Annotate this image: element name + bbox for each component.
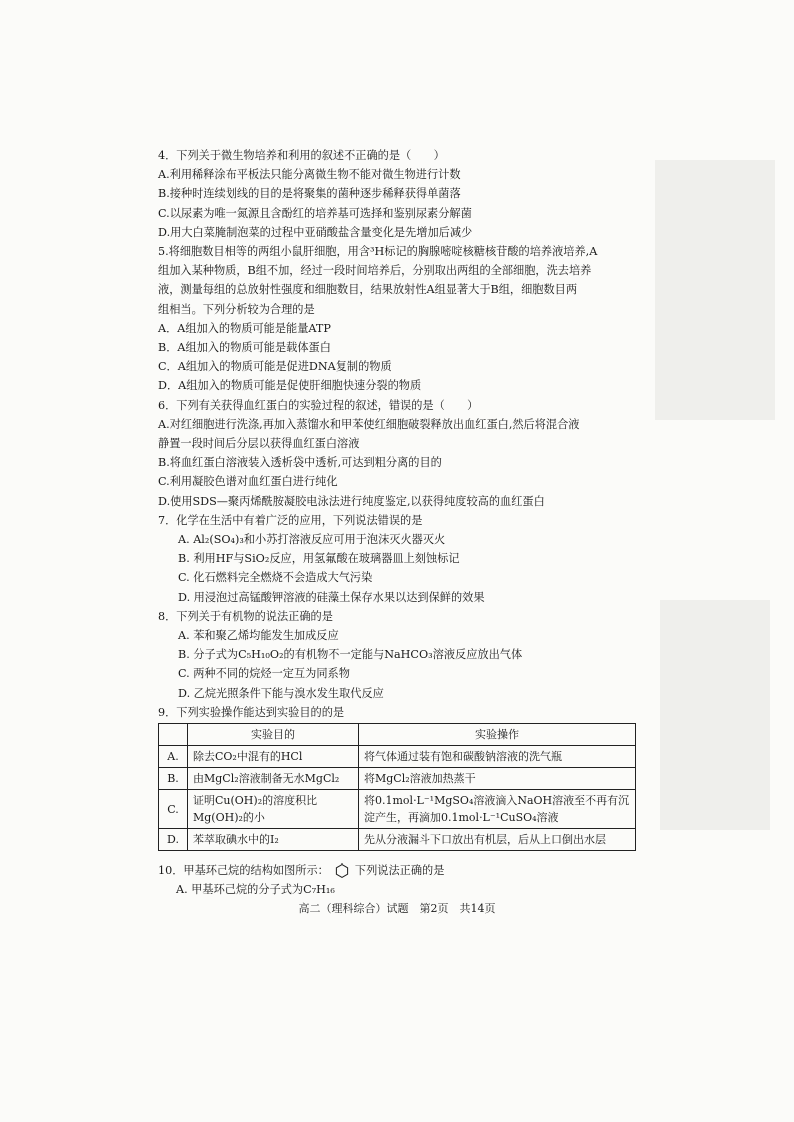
question-9	[158, 703, 638, 851]
option-b: B. 利用HF与SiO₂反应，用氢氟酸在玻璃器皿上刻蚀标记	[178, 552, 460, 566]
row-purpose: 除去CO₂中混有的HCl	[188, 746, 359, 768]
table-row	[159, 829, 636, 851]
option-a: A.对红细胞进行洗涤,再加入蒸馏水和甲苯使红细胞破裂释放出血红蛋白,然后将混合液	[158, 417, 580, 431]
option-a: A.利用稀释涂布平板法只能分离微生物不能对微生物进行计数	[158, 168, 461, 182]
table-header-purpose: 实验目的	[188, 724, 359, 746]
experiment-table	[158, 723, 636, 851]
option-c: C.以尿素为唯一氮源且含酚红的培养基可选择和鉴别尿素分解菌	[158, 206, 472, 220]
row-operation: 将0.1mol·L⁻¹MgSO₄溶液滴入NaOH溶液至不再有沉淀产生，再滴加0.1mol·L⁻¹CuSO₄溶液	[359, 790, 636, 829]
option-a: A．A组加入的物质可能是能量ATP	[158, 321, 331, 335]
row-label: A.	[159, 746, 188, 768]
question-10	[158, 861, 638, 899]
option-c: C. 化石燃料完全燃烧不会造成大气污染	[178, 571, 373, 585]
table-header-blank	[159, 724, 188, 746]
option-d: D．A组加入的物质可能是促使肝细胞快速分裂的物质	[158, 379, 422, 393]
option-b: B．A组加入的物质可能是载体蛋白	[158, 341, 331, 355]
row-purpose: 苯萃取碘水中的I₂	[188, 829, 359, 851]
table-row	[159, 790, 636, 829]
option-c: C. 两种不同的烷烃一定互为同系物	[178, 667, 350, 681]
question-5-stem: 组相当。下列分析较为合理的是	[158, 302, 315, 316]
question-7	[158, 511, 638, 607]
row-label: D.	[159, 829, 188, 851]
question-6-stem: 6．下列有关获得血红蛋白的实验过程的叙述，错误的是（ ）	[158, 398, 479, 412]
question-10-stem-text: 10．甲基环己烷的结构如图所示：	[158, 864, 329, 878]
row-purpose: 由MgCl₂溶液制备无水MgCl₂	[188, 768, 359, 790]
row-operation: 将MgCl₂溶液加热蒸干	[359, 768, 636, 790]
option-b: B.接种时连续划线的目的是将聚集的菌种逐步稀释获得单菌落	[158, 187, 461, 201]
question-5-stem: 组加入某种物质，B组不加，经过一段时间培养后，分别取出两组的全部细胞，洗去培养	[158, 264, 592, 278]
option-b: B.将血红蛋白溶液装入透析袋中透析,可达到粗分离的目的	[158, 456, 442, 470]
question-7-stem: 7．化学在生活中有着广泛的应用，下列说法错误的是	[158, 513, 423, 527]
option-a: A. 甲基环己烷的分子式为C₇H₁₆	[176, 883, 335, 897]
option-d: D. 乙烷光照条件下能与溴水发生取代反应	[178, 686, 384, 700]
option-c: C．A组加入的物质可能是促进DNA复制的物质	[158, 360, 392, 374]
option-d: D.使用SDS—聚丙烯酰胺凝胶电泳法进行纯度鉴定,以获得纯度较高的血红蛋白	[158, 494, 545, 508]
question-6	[158, 396, 638, 511]
question-10-stem-text: 下列说法正确的是	[354, 864, 445, 878]
table-header-row	[159, 724, 636, 746]
question-9-stem: 9．下列实验操作能达到实验目的的是	[158, 705, 345, 719]
question-5-stem: 液，测量每组的总放射性强度和细胞数目，结果放射性A组显著大于B组，细胞数目两	[158, 283, 578, 297]
option-d: D. 用浸泡过高锰酸钾溶液的硅藻土保存水果以达到保鲜的效果	[178, 590, 485, 604]
question-5-stem: 5.将细胞数目相等的两组小鼠肝细胞，用含³H标记的胸腺嘧啶核糖核苷酸的培养液培养,A	[158, 245, 598, 259]
option-d: D.用大白菜腌制泡菜的过程中亚硝酸盐含量变化是先增加后减少	[158, 225, 473, 239]
table-row	[159, 746, 636, 768]
row-purpose: 证明Cu(OH)₂的溶度积比Mg(OH)₂的小	[188, 790, 359, 829]
row-operation: 先从分液漏斗下口放出有机层，后从上口倒出水层	[359, 829, 636, 851]
table-row	[159, 768, 636, 790]
option-a: A. Al₂(SO₄)₃和小苏打溶液反应可用于泡沫灭火器灭火	[178, 533, 446, 547]
question-4	[158, 146, 638, 242]
row-label: B.	[159, 768, 188, 790]
exam-page	[158, 146, 638, 900]
question-10-stem	[158, 861, 638, 880]
page-footer: 高二（理科综合）试题 第2页 共14页	[298, 902, 496, 915]
bleed-through-smudge	[655, 160, 775, 420]
row-label: C.	[159, 790, 188, 829]
question-8	[158, 607, 638, 703]
table-header-operation: 实验操作	[359, 724, 636, 746]
row-operation: 将气体通过装有饱和碳酸钠溶液的洗气瓶	[359, 746, 636, 768]
option-b: B. 分子式为C₅H₁₀O₂的有机物不一定能与NaHCO₃溶液反应放出气体	[178, 648, 523, 662]
bleed-through-smudge	[660, 600, 770, 830]
methylcyclohexane-structure-icon	[334, 863, 350, 879]
option-c: C.利用凝胶色谱对血红蛋白进行纯化	[158, 475, 338, 489]
question-8-stem: 8．下列关于有机物的说法正确的是	[158, 609, 333, 623]
question-4-stem: 4．下列关于微生物培养和利用的叙述不正确的是（ ）	[158, 149, 445, 162]
option-a: A. 苯和聚乙烯均能发生加成反应	[178, 629, 339, 643]
option-a-continued: 静置一段时间后分层以获得血红蛋白溶液	[158, 437, 360, 451]
question-5	[158, 242, 638, 396]
